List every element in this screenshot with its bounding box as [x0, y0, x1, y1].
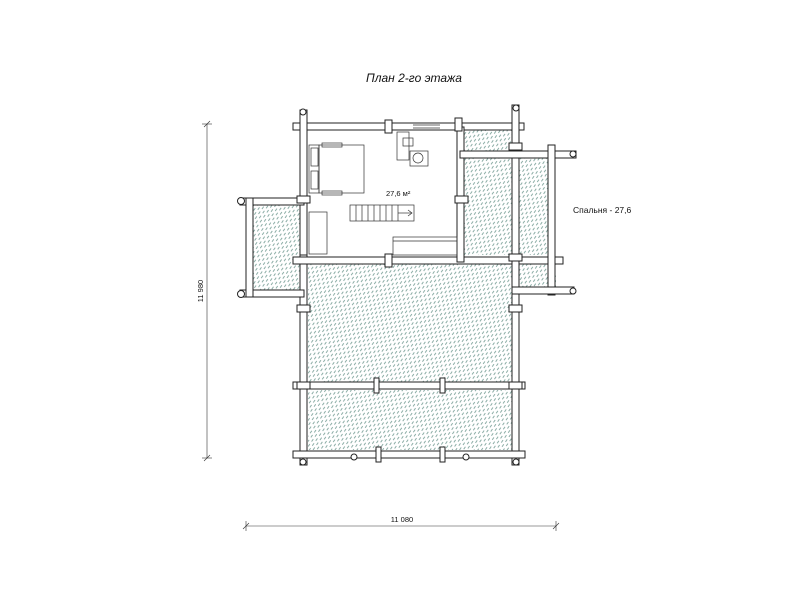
log-end	[513, 459, 519, 465]
column	[463, 454, 469, 460]
window-marker	[297, 196, 310, 203]
post	[374, 378, 379, 393]
log-end	[570, 288, 576, 294]
log-end	[300, 109, 306, 115]
wall-partition	[457, 127, 464, 262]
post	[440, 378, 445, 393]
window-marker	[385, 254, 392, 267]
dimension-height-label: 11 980	[196, 279, 205, 303]
side-room-label: Спальня - 27,6	[573, 205, 632, 215]
bed-headboard	[309, 145, 319, 193]
hatched-main-lower	[308, 390, 516, 450]
sofa	[393, 237, 457, 255]
hatched-areas	[253, 127, 556, 450]
window-marker	[509, 382, 522, 389]
room-area-label: 27,6 м²	[386, 189, 411, 198]
post	[440, 447, 445, 462]
hatched-left-terrace	[253, 205, 301, 290]
window-marker	[509, 254, 522, 261]
window-marker	[455, 196, 468, 203]
window-marker	[509, 143, 522, 150]
dimension-width-label: 11 080	[390, 515, 414, 524]
wall-left-main	[300, 255, 307, 465]
furniture	[309, 132, 457, 255]
pillow	[311, 148, 318, 166]
wall-right-outer	[548, 145, 555, 295]
column	[351, 454, 357, 460]
monitor	[403, 138, 413, 146]
log-end	[238, 198, 245, 205]
wall-notch-bottom	[512, 287, 574, 294]
plan-title: План 2-го этажа	[366, 71, 462, 85]
post	[376, 447, 381, 462]
log-end	[570, 151, 576, 157]
wall-terrace-left	[246, 198, 253, 297]
wall-bottom	[293, 451, 525, 458]
log-end	[238, 291, 245, 298]
window-marker	[297, 382, 310, 389]
pillow	[311, 171, 318, 189]
log-end	[300, 459, 306, 465]
hatched-right-room	[464, 155, 550, 255]
chair-seat	[413, 153, 423, 163]
wall-right-top	[460, 151, 576, 158]
hatched-main-upper	[308, 263, 516, 383]
wardrobe	[309, 212, 327, 254]
wall-lower-beam	[293, 382, 525, 389]
log-end	[513, 105, 519, 111]
window-marker	[509, 305, 522, 312]
window-marker	[297, 305, 310, 312]
window-marker	[385, 120, 392, 133]
wall-right-main	[512, 105, 519, 465]
window-marker	[455, 118, 462, 131]
bed	[319, 145, 364, 193]
staircase	[350, 205, 414, 221]
wall-top	[293, 123, 524, 130]
